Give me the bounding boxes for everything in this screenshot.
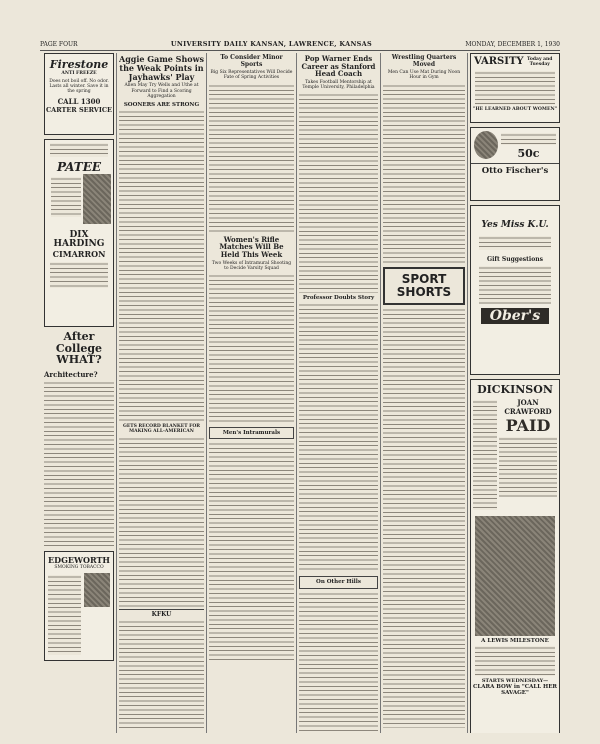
firestone-ad: Firestone ANTI FREEZE Does not boil off. No odor. Lasts all winter. Save it in the spring CALL 1300 CARTER SERVICE <box>44 53 114 135</box>
varsity-theatre-ad: VARSITY Today and Tuesday "HE LEARNED ABOUT WOMEN" <box>470 53 560 123</box>
column-rule <box>296 53 297 733</box>
headline-professor-doubts: Professor Doubts Story <box>302 295 375 302</box>
headline-aggie-game: Aggie Game Shows the Weak Points in Jayhawks' Play <box>119 54 204 82</box>
patee-photo <box>83 174 111 224</box>
kfku-heading: KFKU <box>119 609 204 619</box>
on-other-hills-heading: On Other Hills <box>299 576 378 588</box>
dickinson-theatre-ad: DICKINSON JOAN CRAWFORD PAID A LEWIS MILESTONE STARTS WEDNESDAY— CLARA BOW in "CALL HER SAVAGE" <box>470 379 560 733</box>
mens-intramurals-heading: Men's Intramurals <box>209 427 294 439</box>
headline-rifle-matches: Women's Rifle Matches Will Be Held This Week <box>219 234 284 259</box>
column-2: Aggie Game Shows the Weak Points in Jayhawks' Play Allen May Try Wells and Uthe at Forward to Find a Scoring Aggregation SOONERS ARE STRONG GETS RECORD BLANKET FOR MAKING ALL-AMERICAN KFKU <box>119 53 204 733</box>
headline-wrestling: Wrestling Quarters Moved <box>391 54 457 68</box>
joan-crawford-photo <box>475 516 555 636</box>
goods-image <box>474 131 498 159</box>
column-rule <box>467 53 468 733</box>
column-rule <box>380 53 381 733</box>
column-1 <box>44 53 114 733</box>
headline-pop-warner: Pop Warner Ends Career as Stanford Head Coach <box>301 54 376 79</box>
column-3: To Consider Minor Sports Big Six Representatives Will Decide Fate of Spring Activities Women's Rifle Matches Will Be Held This Week Two Weeks of Intramural Shooting to Decide Varsity Squad Men's Intramurals <box>209 53 294 733</box>
issue-date: MONDAY, DECEMBER 1, 1930 <box>465 40 560 48</box>
headline-minor-sports: To Consider Minor Sports <box>220 54 283 68</box>
after-college-heading: After College WHAT? <box>55 330 103 367</box>
sport-shorts-box: SPORT SHORTS <box>383 267 465 305</box>
column-rule <box>116 53 117 733</box>
otto-fischer-ad: 50c Otto Fischer's <box>470 127 560 201</box>
patee-title: PATEE <box>56 160 102 174</box>
edgeworth-ad: EDGEWORTH SMOKING TOBACCO <box>44 551 114 661</box>
firestone-brand: Firestone <box>49 58 109 71</box>
newspaper-title: UNIVERSITY DAILY KANSAN, LAWRENCE, KANSAS <box>170 40 373 48</box>
column-5: Wrestling Quarters Moved Men Can Use Mat During Noon Hour in Gym SPORT SHORTS <box>383 53 465 733</box>
column-6 <box>470 53 560 733</box>
patee-theatre-ad: PATEE DIX HARDING CIMARRON <box>44 139 114 327</box>
architecture-heading: Architecture? <box>44 369 98 379</box>
page-number: PAGE FOUR <box>40 40 78 48</box>
masthead <box>40 38 560 51</box>
column-4: Pop Warner Ends Career as Stanford Head Coach Takes Football Mentorship at Temple University, Philadelphia Professor Doubts Story On Other Hills <box>299 53 378 733</box>
tobacco-tin-image <box>84 573 110 607</box>
column-rule <box>206 53 207 733</box>
obers-logo: Ober's <box>481 308 549 324</box>
obers-ad: Yes Miss K.U. Gift Suggestions Ober's <box>470 205 560 375</box>
